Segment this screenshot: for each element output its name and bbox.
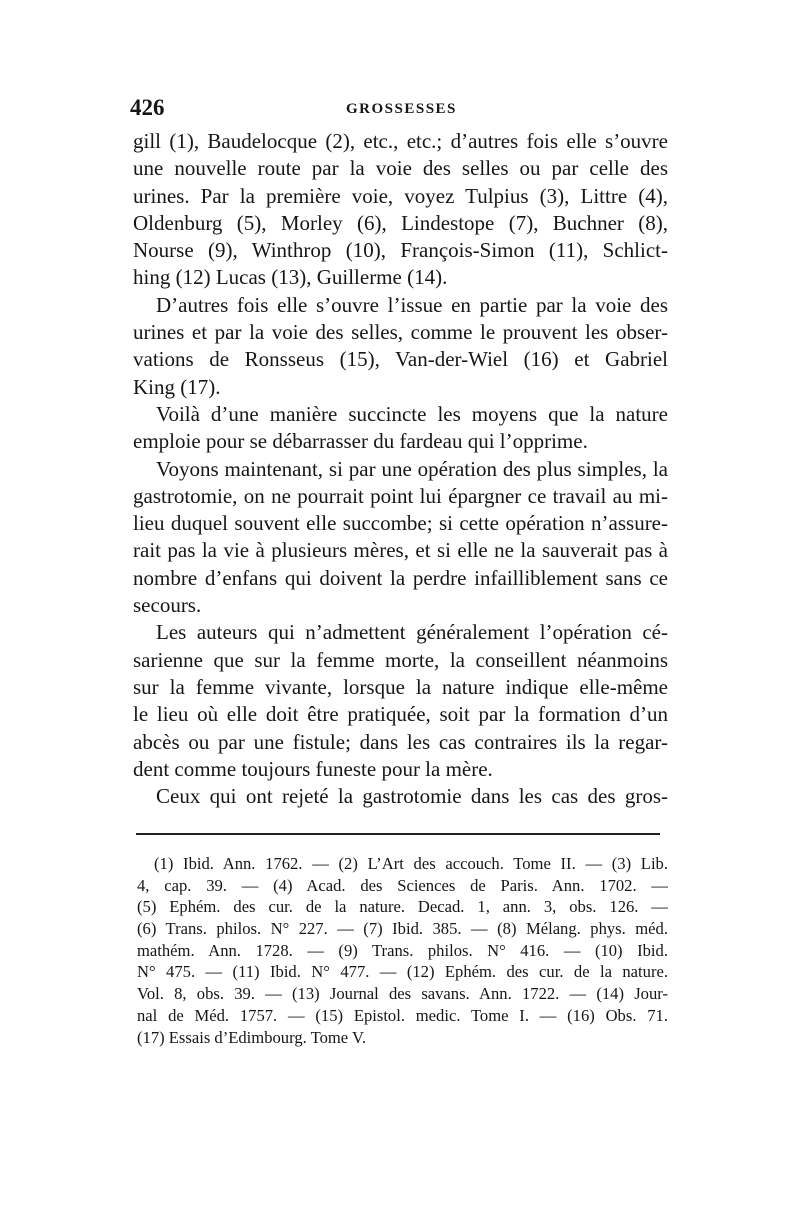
text-line: gill (1), Baudelocque (2), etc., etc.; d’autres fois elle s’ouvre [133, 129, 668, 153]
text-line: Nourse (9), Winthrop (10), François-Simon (11), Schlict- [133, 238, 668, 263]
text-line: nombre d’enfans qui doivent la perdre infailliblement sans ce [133, 565, 668, 590]
running-head: GROSSESSES [346, 101, 457, 117]
footnote-line: mathém. Ann. 1728. — (9) Trans. philos. N° 416. — (10) Ibid. [137, 940, 668, 960]
paragraph-start-line: D’autres fois elle s’ouvre l’issue en partie par la voie des [156, 292, 668, 317]
text-line: une nouvelle route par la voie des selles ou par celle des [133, 156, 668, 181]
text-line: secours. [133, 593, 202, 618]
text-line: sur la femme vivante, lorsque la nature indique elle-même [133, 674, 668, 699]
text-line: urines et par la voie des selles, comme le prouvent les obser- [133, 320, 668, 345]
body-text [133, 128, 668, 810]
text-line: Oldenburg (5), Morley (6), Lindestope (7), Buchner (8), [133, 210, 668, 235]
text-line: abcès ou par une fistule; dans les cas contraires ils la regar- [133, 729, 668, 754]
footnote-line: nal de Méd. 1757. — (15) Epistol. medic. Tome I. — (16) Obs. 71. [137, 1005, 668, 1025]
text-line: hing (12) Lucas (13), Guillerme (14). [133, 265, 448, 290]
text-line: vations de Ronsseus (15), Van-der-Wiel (16) et Gabriel [133, 347, 668, 372]
text-line: sarienne que sur la femme morte, la conseillent néanmoins [133, 647, 668, 672]
footnote-line: N° 475. — (11) Ibid. N° 477. — (12) Ephém. des cur. de la nature. [137, 962, 668, 982]
text-line: King (17). [133, 374, 221, 399]
text-line: dent comme toujours funeste pour la mère. [133, 756, 493, 781]
paragraph-start-line: Voilà d’une manière succincte les moyens que la nature [156, 401, 668, 426]
footnotes [137, 853, 668, 1048]
page-number: 426 [130, 95, 165, 120]
paragraph-start-line: Les auteurs qui n’admettent généralement l’opération cé- [156, 620, 668, 645]
footnote-line: (17) Essais d’Edimbourg. Tome V. [137, 1027, 366, 1047]
page-header [130, 95, 660, 125]
paragraph-start-line: Voyons maintenant, si par une opération des plus simples, la [156, 456, 668, 481]
footnote-line: (1) Ibid. Ann. 1762. — (2) L’Art des accouch. Tome II. — (3) Lib. [154, 854, 668, 873]
text-line: le lieu où elle doit être pratiquée, soit par la formation d’un [133, 702, 668, 727]
footnote-line: (6) Trans. philos. N° 227. — (7) Ibid. 385. — (8) Mélang. phys. méd. [137, 919, 668, 939]
footnote-line: 4, cap. 39. — (4) Acad. des Sciences de Paris. Ann. 1702. — [137, 875, 668, 895]
text-line: urines. Par la première voie, voyez Tulpius (3), Littre (4), [133, 183, 668, 208]
text-line: gastrotomie, on ne pourrait point lui épargner ce travail au mi- [133, 483, 668, 508]
paragraph-start-line: Ceux qui ont rejeté la gastrotomie dans les cas des gros- [156, 784, 668, 809]
footnote-rule [136, 833, 660, 835]
text-line: rait pas la vie à plusieurs mères, et si elle ne la sauverait pas à [133, 538, 668, 563]
text-line: emploie pour se débarrasser du fardeau qui l’opprime. [133, 429, 588, 454]
footnote-line: Vol. 8, obs. 39. — (13) Journal des savans. Ann. 1722. — (14) Jour- [137, 984, 668, 1004]
footnote-line: (5) Ephém. des cur. de la nature. Decad. 1, ann. 3, obs. 126. — [137, 897, 668, 917]
text-line: lieu duquel souvent elle succombe; si cette opération n’assure- [133, 511, 668, 536]
